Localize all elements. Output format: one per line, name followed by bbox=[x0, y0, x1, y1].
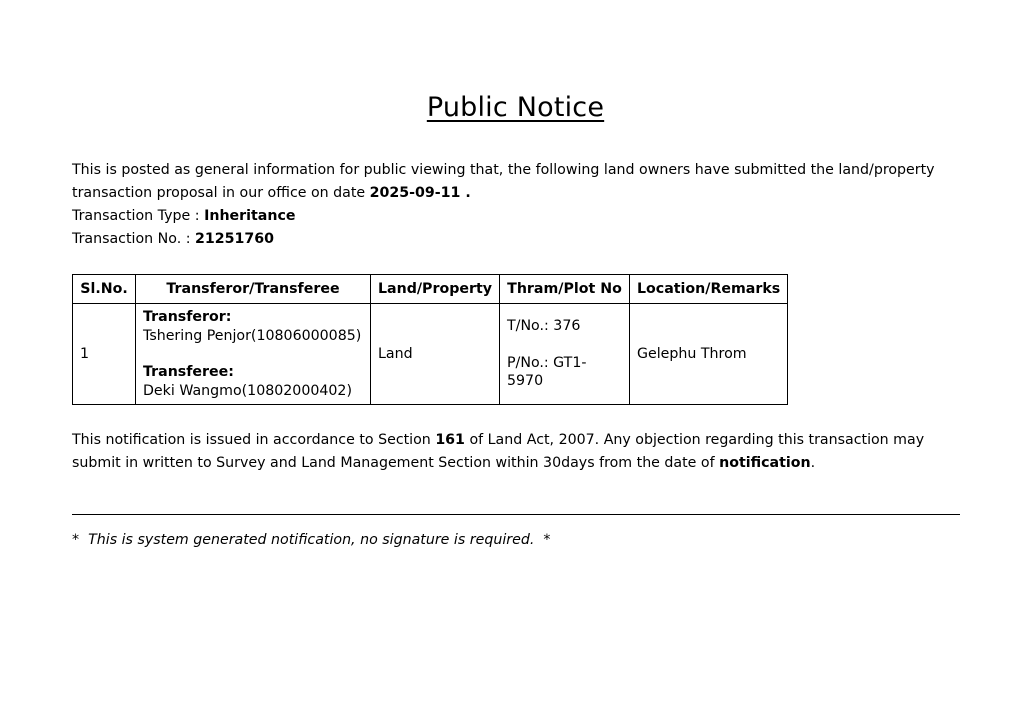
transaction-no-value: 21251760 bbox=[195, 231, 275, 247]
table-header-row bbox=[73, 275, 788, 304]
transferee-value: Deki Wangmo(10802000402) bbox=[143, 382, 352, 399]
footer-text-3: . bbox=[810, 455, 816, 471]
header-location-remarks: Location/Remarks bbox=[630, 275, 788, 304]
footer-paragraph bbox=[72, 429, 972, 475]
transferor-label: Transferor: bbox=[143, 309, 232, 325]
header-land-property: Land/Property bbox=[371, 275, 500, 304]
section-number: 161 bbox=[435, 432, 465, 448]
thram-no: T/No.: 376 bbox=[507, 318, 581, 335]
header-transferor-transferee: Transferor/Transferee bbox=[136, 275, 371, 304]
footer-text-2: of Land Act, 2007. Any objection regarding this transaction may submit in written to Survey and Land Management Section within 30days from the date of bbox=[72, 432, 925, 471]
transaction-no-line bbox=[72, 228, 972, 251]
header-thram-plot-no: Thram/Plot No bbox=[500, 275, 630, 304]
table-row bbox=[73, 304, 788, 405]
intro-text: This is posted as general information for public viewing that, the following land owners have submitted the land/property transaction proposal in our office on date bbox=[72, 162, 935, 201]
transferor-value: Tshering Penjor(10806000085) bbox=[143, 327, 362, 344]
system-note: * This is system generated notification, no signature is required. * bbox=[72, 532, 551, 548]
notification-word: notification bbox=[719, 455, 811, 471]
intro-paragraph bbox=[72, 159, 972, 205]
transaction-type-value: Inheritance bbox=[204, 208, 296, 224]
submission-date: 2025-09-11 . bbox=[369, 185, 471, 201]
cell-thram-plot bbox=[500, 304, 630, 405]
footer-text-1: This notification is issued in accordance to Section bbox=[72, 432, 436, 448]
transaction-table bbox=[72, 274, 788, 405]
transferee-label: Transferee: bbox=[143, 364, 234, 380]
cell-location: Gelephu Throm bbox=[630, 304, 788, 405]
cell-sl-no: 1 bbox=[73, 304, 136, 405]
cell-land-property: Land bbox=[371, 304, 500, 405]
divider bbox=[72, 514, 960, 515]
transaction-no-label: Transaction No. : bbox=[72, 231, 196, 247]
header-sl-no: Sl.No. bbox=[73, 275, 136, 304]
page-title: Public Notice bbox=[426, 92, 605, 123]
plot-no: P/No.: GT1-5970 bbox=[507, 354, 587, 390]
cell-parties bbox=[136, 304, 371, 405]
transaction-type-line bbox=[72, 205, 972, 228]
transaction-type-label: Transaction Type : bbox=[72, 208, 205, 224]
